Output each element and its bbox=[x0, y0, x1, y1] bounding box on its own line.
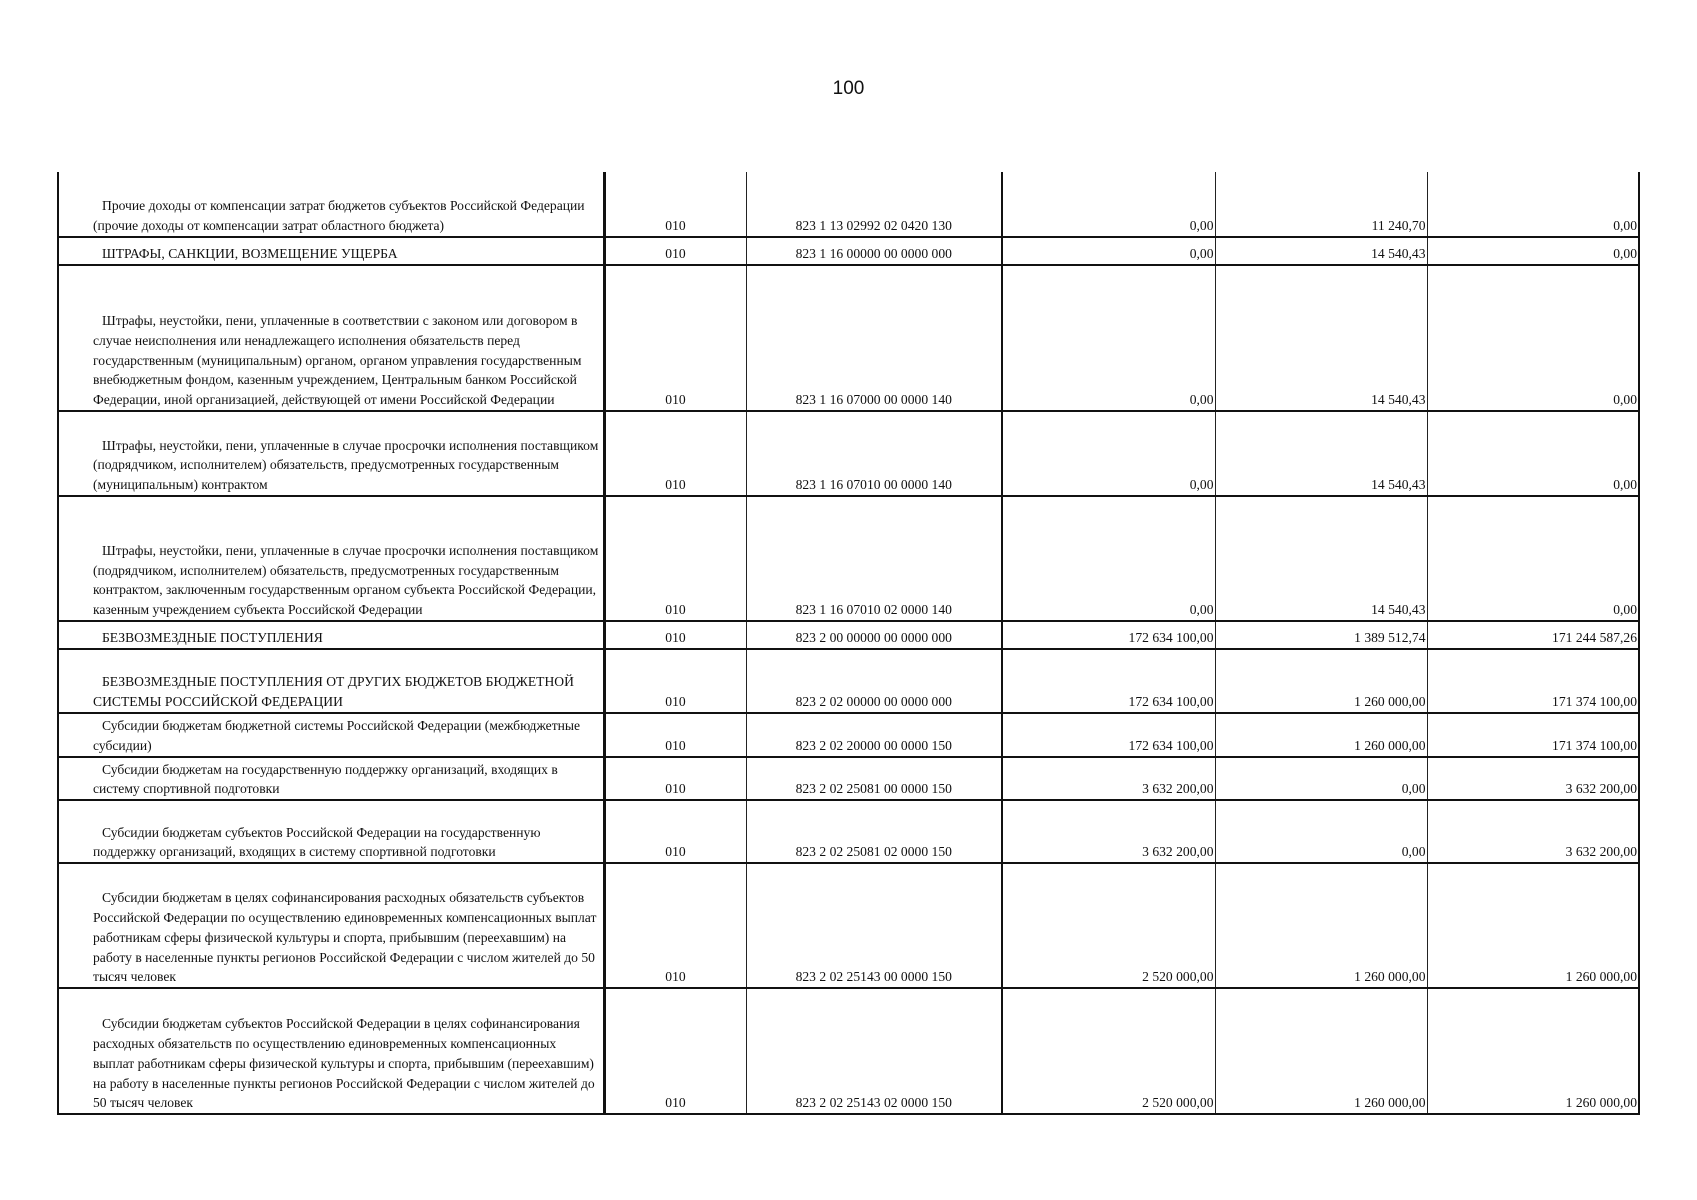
row-value-1: 0,00 bbox=[1002, 172, 1215, 237]
row-value-3: 1 260 000,00 bbox=[1427, 863, 1639, 988]
row-code: 010 bbox=[604, 988, 746, 1114]
table-row bbox=[58, 863, 1639, 988]
row-code: 010 bbox=[604, 863, 746, 988]
row-code: 010 bbox=[604, 411, 746, 496]
row-code: 010 bbox=[604, 649, 746, 713]
row-value-3: 0,00 bbox=[1427, 411, 1639, 496]
table-row bbox=[58, 621, 1639, 649]
row-value-2: 14 540,43 bbox=[1215, 411, 1427, 496]
row-value-1: 0,00 bbox=[1002, 265, 1215, 411]
row-value-1: 0,00 bbox=[1002, 496, 1215, 621]
row-value-2: 1 260 000,00 bbox=[1215, 988, 1427, 1114]
row-value-2: 0,00 bbox=[1215, 800, 1427, 863]
row-kbk: 823 2 02 25143 00 0000 150 bbox=[746, 863, 1002, 988]
row-code: 010 bbox=[604, 172, 746, 237]
table-row bbox=[58, 713, 1639, 757]
row-name: Прочие доходы от компенсации затрат бюджетов субъектов Российской Федерации (прочие доходы от компенсации затрат областного бюджета) bbox=[58, 172, 604, 237]
row-value-1: 3 632 200,00 bbox=[1002, 757, 1215, 801]
row-code: 010 bbox=[604, 621, 746, 649]
row-kbk: 823 1 16 00000 00 0000 000 bbox=[746, 237, 1002, 265]
row-value-3: 171 244 587,26 bbox=[1427, 621, 1639, 649]
row-name: Штрафы, неустойки, пени, уплаченные в случае просрочки исполнения поставщиком (подрядчиком, исполнителем) обязательств, предусмотренных государственным контрактом, заключенным государственным органом субъекта Российской Федерации, казенным учреждением субъекта Российской Федерации bbox=[58, 496, 604, 621]
row-kbk: 823 1 16 07010 00 0000 140 bbox=[746, 411, 1002, 496]
row-kbk: 823 1 16 07010 02 0000 140 bbox=[746, 496, 1002, 621]
budget-table bbox=[57, 172, 1640, 1115]
table-row bbox=[58, 172, 1639, 237]
row-value-3: 171 374 100,00 bbox=[1427, 649, 1639, 713]
row-value-3: 0,00 bbox=[1427, 496, 1639, 621]
row-value-3: 1 260 000,00 bbox=[1427, 988, 1639, 1114]
row-value-2: 1 260 000,00 bbox=[1215, 713, 1427, 757]
row-name: БЕЗВОЗМЕЗДНЫЕ ПОСТУПЛЕНИЯ bbox=[58, 621, 604, 649]
row-value-2: 1 260 000,00 bbox=[1215, 649, 1427, 713]
row-kbk: 823 1 16 07000 00 0000 140 bbox=[746, 265, 1002, 411]
row-name: Субсидии бюджетам субъектов Российской Федерации в целях софинансирования расходных обязательств по осуществлению единовременных компенсационных выплат работникам сферы физической культуры и спорта, прибывшим (переехавшим) на работу в населенные пункты регионов Российской Федерации с числом жителей до 50 тысяч человек bbox=[58, 988, 604, 1114]
row-name: Штрафы, неустойки, пени, уплаченные в соответствии с законом или договором в случае неисполнения или ненадлежащего исполнения обязательств перед государственным (муниципальным) органом, органом управления государственным внебюджетным фондом, казенным учреждением, Центральным банком Российской Федерации, иной организацией, действующей от имени Российской Федерации bbox=[58, 265, 604, 411]
table-row bbox=[58, 757, 1639, 801]
table-row bbox=[58, 237, 1639, 265]
row-value-1: 0,00 bbox=[1002, 237, 1215, 265]
row-value-3: 171 374 100,00 bbox=[1427, 713, 1639, 757]
row-value-3: 0,00 bbox=[1427, 172, 1639, 237]
row-code: 010 bbox=[604, 496, 746, 621]
row-code: 010 bbox=[604, 237, 746, 265]
row-kbk: 823 2 02 25081 00 0000 150 bbox=[746, 757, 1002, 801]
row-value-2: 1 389 512,74 bbox=[1215, 621, 1427, 649]
table-row bbox=[58, 411, 1639, 496]
table-row bbox=[58, 649, 1639, 713]
row-name: Субсидии бюджетам субъектов Российской Федерации на государственную поддержку организаций, входящих в систему спортивной подготовки bbox=[58, 800, 604, 863]
row-value-2: 0,00 bbox=[1215, 757, 1427, 801]
row-value-3: 0,00 bbox=[1427, 237, 1639, 265]
table-row bbox=[58, 988, 1639, 1114]
row-value-1: 0,00 bbox=[1002, 411, 1215, 496]
row-kbk: 823 2 00 00000 00 0000 000 bbox=[746, 621, 1002, 649]
row-value-3: 3 632 200,00 bbox=[1427, 800, 1639, 863]
row-value-1: 2 520 000,00 bbox=[1002, 988, 1215, 1114]
row-code: 010 bbox=[604, 800, 746, 863]
row-code: 010 bbox=[604, 265, 746, 411]
table-row bbox=[58, 800, 1639, 863]
row-kbk: 823 2 02 25081 02 0000 150 bbox=[746, 800, 1002, 863]
row-value-2: 14 540,43 bbox=[1215, 496, 1427, 621]
row-value-2: 1 260 000,00 bbox=[1215, 863, 1427, 988]
row-value-3: 3 632 200,00 bbox=[1427, 757, 1639, 801]
row-name: ШТРАФЫ, САНКЦИИ, ВОЗМЕЩЕНИЕ УЩЕРБА bbox=[58, 237, 604, 265]
row-name: Субсидии бюджетам бюджетной системы Российской Федерации (межбюджетные субсидии) bbox=[58, 713, 604, 757]
row-value-2: 14 540,43 bbox=[1215, 265, 1427, 411]
row-name: БЕЗВОЗМЕЗДНЫЕ ПОСТУПЛЕНИЯ ОТ ДРУГИХ БЮДЖЕТОВ БЮДЖЕТНОЙ СИСТЕМЫ РОССИЙСКОЙ ФЕДЕРАЦИИ bbox=[58, 649, 604, 713]
row-value-1: 2 520 000,00 bbox=[1002, 863, 1215, 988]
row-kbk: 823 2 02 20000 00 0000 150 bbox=[746, 713, 1002, 757]
row-name: Субсидии бюджетам на государственную поддержку организаций, входящих в систему спортивной подготовки bbox=[58, 757, 604, 801]
row-value-1: 172 634 100,00 bbox=[1002, 649, 1215, 713]
row-kbk: 823 2 02 00000 00 0000 000 bbox=[746, 649, 1002, 713]
page-number: 100 bbox=[832, 78, 865, 99]
row-code: 010 bbox=[604, 757, 746, 801]
table-row bbox=[58, 265, 1639, 411]
row-value-2: 14 540,43 bbox=[1215, 237, 1427, 265]
row-kbk: 823 2 02 25143 02 0000 150 bbox=[746, 988, 1002, 1114]
row-value-1: 172 634 100,00 bbox=[1002, 713, 1215, 757]
row-value-1: 172 634 100,00 bbox=[1002, 621, 1215, 649]
row-code: 010 bbox=[604, 713, 746, 757]
row-value-2: 11 240,70 bbox=[1215, 172, 1427, 237]
row-value-3: 0,00 bbox=[1427, 265, 1639, 411]
table-row bbox=[58, 496, 1639, 621]
row-value-1: 3 632 200,00 bbox=[1002, 800, 1215, 863]
row-name: Штрафы, неустойки, пени, уплаченные в случае просрочки исполнения поставщиком (подрядчиком, исполнителем) обязательств, предусмотренных государственным (муниципальным) контрактом bbox=[58, 411, 604, 496]
row-kbk: 823 1 13 02992 02 0420 130 bbox=[746, 172, 1002, 237]
row-name: Субсидии бюджетам в целях софинансирования расходных обязательств субъектов Российской Федерации по осуществлению единовременных компенсационных выплат работникам сферы физической культуры и спорта, прибывшим (переехавшим) на работу в населенные пункты регионов Российской Федерации с числом жителей до 50 тысяч человек bbox=[58, 863, 604, 988]
